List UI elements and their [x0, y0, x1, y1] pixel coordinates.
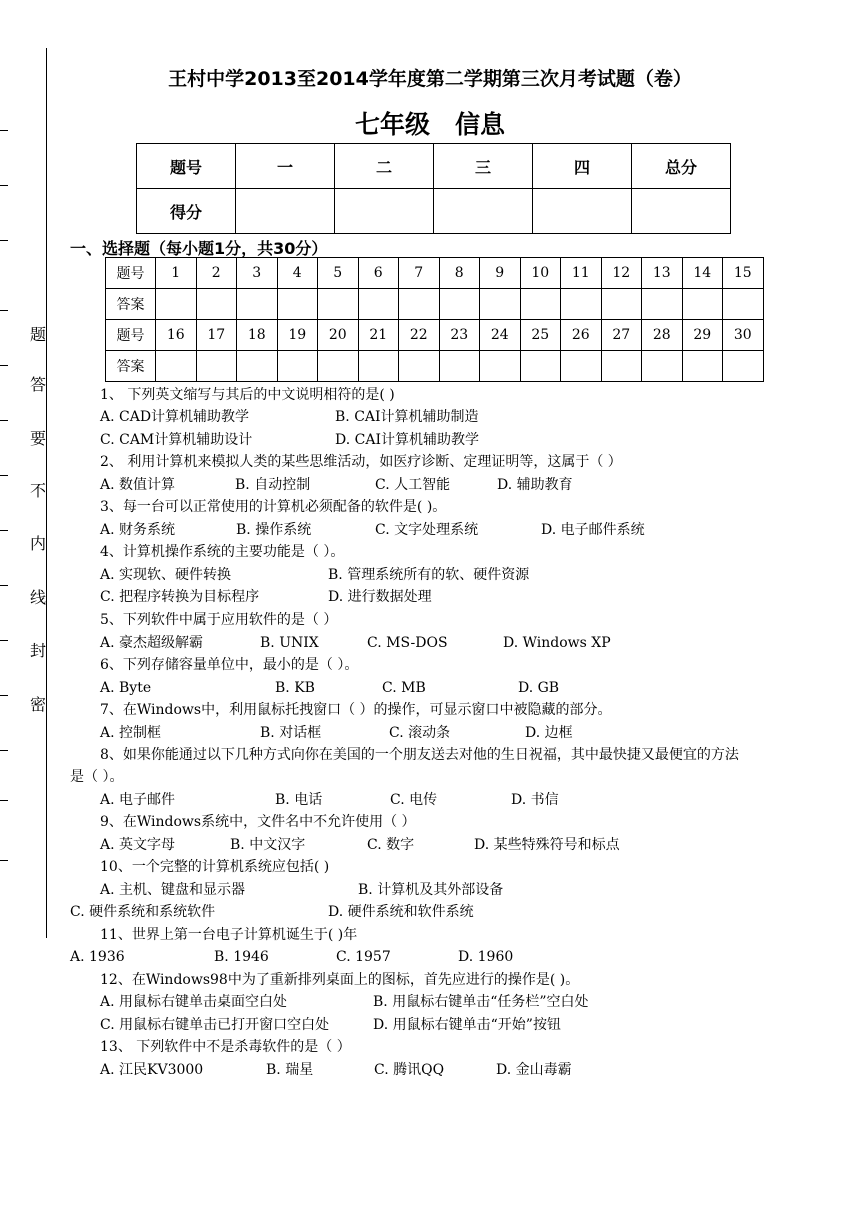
question-line: A. 豪杰超级解霸: [100, 635, 204, 651]
seal-char: 内: [30, 534, 47, 553]
question-line: C. MB: [382, 680, 426, 696]
answer-cell[interactable]: [682, 351, 723, 382]
score-cell[interactable]: [236, 189, 335, 234]
seal-tick: [0, 860, 8, 861]
question-line: 3、每一台可以正常使用的计算机必须配备的软件是( )。: [100, 499, 447, 515]
exam-subtitle: 七年级 信息: [354, 110, 505, 139]
question-line: A. 英文字母: [100, 837, 176, 853]
seal-char: 不: [30, 481, 47, 500]
question-line: D. GB: [518, 680, 560, 696]
question-line: C. 硬件系统和系统软件: [70, 904, 216, 920]
answer-cell[interactable]: [277, 351, 318, 382]
question-line: 11、世界上第一台电子计算机诞生于( )年: [100, 927, 358, 943]
seal-char: 封: [30, 641, 47, 660]
question-line: D. 1960: [458, 949, 514, 965]
answer-cell[interactable]: [601, 351, 642, 382]
seal-margin-line: [46, 48, 47, 938]
answer-num-cell: 27: [601, 320, 642, 351]
question-line: A. 主机、键盘和显示器: [100, 882, 246, 898]
question-line: A. 江民KV3000: [100, 1062, 204, 1078]
answer-cell[interactable]: [277, 289, 318, 320]
question-line: A. 用鼠标右键单击桌面空白处: [100, 994, 288, 1010]
section-title: 一、选择题（每小题1分，共30分）: [70, 239, 328, 258]
answer-num-cell: 22: [399, 320, 440, 351]
question-line: C. 数字: [367, 837, 415, 853]
question-line: C. 文字处理系统: [375, 522, 479, 538]
score-header-cell: 总分: [632, 144, 731, 189]
answer-num-cell: 23: [439, 320, 480, 351]
question-line: C. CAM计算机辅助设计: [100, 432, 253, 448]
seal-char: 线: [30, 588, 47, 607]
answer-num-cell: 24: [480, 320, 521, 351]
seal-char: 题: [30, 325, 47, 344]
answer-num-cell: 18: [237, 320, 278, 351]
question-line: 6、下列存储容量单位中，最小的是（ ）。: [100, 657, 359, 673]
answer-cell[interactable]: [156, 351, 197, 382]
question-line: 5、下列软件中属于应用软件的是（ ）: [100, 612, 338, 628]
question-line: D. Windows XP: [503, 635, 611, 651]
question-line: 9、在Windows系统中，文件名中不允许使用（ ）: [100, 814, 416, 830]
answer-cell[interactable]: [601, 289, 642, 320]
question-line: C. MS-DOS: [367, 635, 448, 651]
score-header-cell: 一: [236, 144, 335, 189]
question-line: B. 1946: [214, 949, 269, 965]
answer-num-cell: 17: [196, 320, 237, 351]
answer-cell[interactable]: [439, 351, 480, 382]
question-line: D. 硬件系统和软件系统: [328, 904, 474, 920]
answer-cell[interactable]: [480, 289, 521, 320]
answer-cell[interactable]: [480, 351, 521, 382]
question-line: C. 人工智能: [375, 477, 451, 493]
seal-tick: [0, 365, 8, 366]
answer-num-cell: 3: [237, 258, 278, 289]
question-line: B. 管理系统所有的软、硬件资源: [328, 567, 530, 583]
score-cell[interactable]: [335, 189, 434, 234]
question-line: A. 实现软、硬件转换: [100, 567, 232, 583]
answer-cell[interactable]: [439, 289, 480, 320]
answer-num-cell: 9: [480, 258, 521, 289]
question-line: B. 操作系统: [236, 522, 312, 538]
question-line: B. 自动控制: [235, 477, 311, 493]
question-line: A. CAD计算机辅助教学: [100, 409, 250, 425]
score-cell[interactable]: [533, 189, 632, 234]
answer-num-cell: 19: [277, 320, 318, 351]
seal-tick: [0, 420, 8, 421]
answer-num-cell: 4: [277, 258, 318, 289]
question-line: D. 书信: [511, 792, 559, 808]
answer-cell[interactable]: [723, 351, 764, 382]
exam-title: 王村中学2013至2014学年度第二学期第三次月考试题（卷）: [168, 68, 692, 90]
seal-tick: [0, 530, 8, 531]
answer-num-cell: 26: [561, 320, 602, 351]
seal-char: 密: [30, 695, 47, 714]
question-line: D. 电子邮件系统: [541, 522, 645, 538]
answer-num-cell: 20: [318, 320, 359, 351]
question-line: 4、计算机操作系统的主要功能是（ ）。: [100, 544, 345, 560]
answer-num-label: 题号: [106, 320, 156, 351]
question-line: B. 计算机及其外部设备: [358, 882, 504, 898]
answer-num-cell: 21: [358, 320, 399, 351]
seal-tick: [0, 240, 8, 241]
answer-cell[interactable]: [399, 289, 440, 320]
score-cell[interactable]: [632, 189, 731, 234]
answer-num-cell: 16: [156, 320, 197, 351]
answer-cell[interactable]: [642, 351, 683, 382]
question-line: D. 用鼠标右键单击“开始”按钮: [373, 1017, 561, 1033]
question-line: 2、 利用计算机来模拟人类的某些思维活动，如医疗诊断、定理证明等，这属于（ ）: [100, 454, 622, 470]
answer-cell[interactable]: [237, 289, 278, 320]
answer-num-cell: 25: [520, 320, 561, 351]
seal-char: 答: [30, 375, 47, 394]
answer-cell[interactable]: [318, 289, 359, 320]
question-line: B. 电话: [275, 792, 323, 808]
answer-cell[interactable]: [318, 351, 359, 382]
answer-ans-label: 答案: [106, 351, 156, 382]
seal-char: 要: [30, 429, 47, 448]
answer-num-cell: 30: [723, 320, 764, 351]
answer-ans-label: 答案: [106, 289, 156, 320]
question-line: A. 控制框: [100, 725, 162, 741]
question-line: D. 某些特殊符号和标点: [474, 837, 620, 853]
question-line: 10、一个完整的计算机系统应包括( ): [100, 859, 330, 875]
question-line: B. UNIX: [260, 635, 319, 651]
score-header-cell: 二: [335, 144, 434, 189]
answer-num-cell: 15: [723, 258, 764, 289]
question-line: D. 金山毒霸: [496, 1062, 572, 1078]
answer-table: [105, 257, 764, 382]
seal-tick: [0, 585, 8, 586]
answer-cell[interactable]: [723, 289, 764, 320]
question-line: C. 腾讯QQ: [374, 1062, 445, 1078]
answer-num-cell: 29: [682, 320, 723, 351]
question-line: 7、在Windows中，利用鼠标托拽窗口（ ）的操作，可显示窗口中被隐藏的部分。: [100, 702, 612, 718]
seal-tick: [0, 640, 8, 641]
score-header-cell: 三: [434, 144, 533, 189]
question-line: D. 辅助教育: [497, 477, 573, 493]
question-line: C. 把程序转换为目标程序: [100, 589, 260, 605]
question-line: A. Byte: [100, 680, 152, 696]
answer-num-cell: 5: [318, 258, 359, 289]
question-line: A. 1936: [70, 949, 125, 965]
score-header-cell: 题号: [137, 144, 236, 189]
answer-num-cell: 7: [399, 258, 440, 289]
question-line: B. 瑞星: [266, 1062, 314, 1078]
question-line: 是（ ）。: [70, 769, 124, 785]
answer-cell[interactable]: [196, 289, 237, 320]
answer-cell[interactable]: [399, 351, 440, 382]
score-row-label: 得分: [137, 189, 236, 234]
question-line: B. KB: [275, 680, 315, 696]
answer-cell[interactable]: [358, 289, 399, 320]
question-line: A. 财务系统: [100, 522, 176, 538]
seal-tick: [0, 800, 8, 801]
question-line: B. 用鼠标右键单击“任务栏”空白处: [373, 994, 589, 1010]
seal-tick: [0, 750, 8, 751]
question-line: 8、如果你能通过以下几种方式向你在美国的一个朋友送去对他的生日祝福，其中最快捷又最便宜的方法: [100, 747, 739, 763]
answer-cell[interactable]: [520, 351, 561, 382]
answer-cell[interactable]: [561, 351, 602, 382]
answer-num-cell: 28: [642, 320, 683, 351]
answer-cell[interactable]: [196, 351, 237, 382]
question-line: 12、在Windows98中为了重新排列桌面上的图标，首先应进行的操作是( )。: [100, 972, 580, 988]
answer-cell[interactable]: [237, 351, 278, 382]
answer-cell[interactable]: [358, 351, 399, 382]
question-line: A. 数值计算: [100, 477, 176, 493]
answer-num-cell: 14: [682, 258, 723, 289]
score-cell[interactable]: [434, 189, 533, 234]
answer-num-label: 题号: [106, 258, 156, 289]
answer-num-cell: 1: [156, 258, 197, 289]
question-line: C. 1957: [336, 949, 391, 965]
question-line: D. 边框: [525, 725, 573, 741]
answer-cell[interactable]: [520, 289, 561, 320]
answer-cell[interactable]: [156, 289, 197, 320]
question-line: D. 进行数据处理: [328, 589, 432, 605]
seal-tick: [0, 310, 8, 311]
answer-num-cell: 11: [561, 258, 602, 289]
question-line: 1、 下列英文缩写与其后的中文说明相符的是( ): [100, 387, 395, 403]
seal-tick: [0, 695, 8, 696]
question-line: C. 滚动条: [389, 725, 451, 741]
answer-cell[interactable]: [642, 289, 683, 320]
question-line: B. 对话框: [260, 725, 322, 741]
answer-num-cell: 13: [642, 258, 683, 289]
answer-num-cell: 12: [601, 258, 642, 289]
question-line: C. 电传: [390, 792, 438, 808]
question-line: B. CAI计算机辅助制造: [335, 409, 479, 425]
question-line: D. CAI计算机辅助教学: [335, 432, 479, 448]
answer-cell[interactable]: [561, 289, 602, 320]
answer-num-cell: 2: [196, 258, 237, 289]
score-table: [136, 143, 731, 234]
answer-num-cell: 6: [358, 258, 399, 289]
answer-num-cell: 8: [439, 258, 480, 289]
question-line: C. 用鼠标右键单击已打开窗口空白处: [100, 1017, 330, 1033]
question-line: 13、 下列软件中不是杀毒软件的是（ ）: [100, 1039, 351, 1055]
question-line: A. 电子邮件: [100, 792, 176, 808]
answer-cell[interactable]: [682, 289, 723, 320]
question-line: B. 中文汉字: [230, 837, 306, 853]
seal-tick: [0, 185, 8, 186]
seal-tick: [0, 475, 8, 476]
score-header-cell: 四: [533, 144, 632, 189]
answer-num-cell: 10: [520, 258, 561, 289]
